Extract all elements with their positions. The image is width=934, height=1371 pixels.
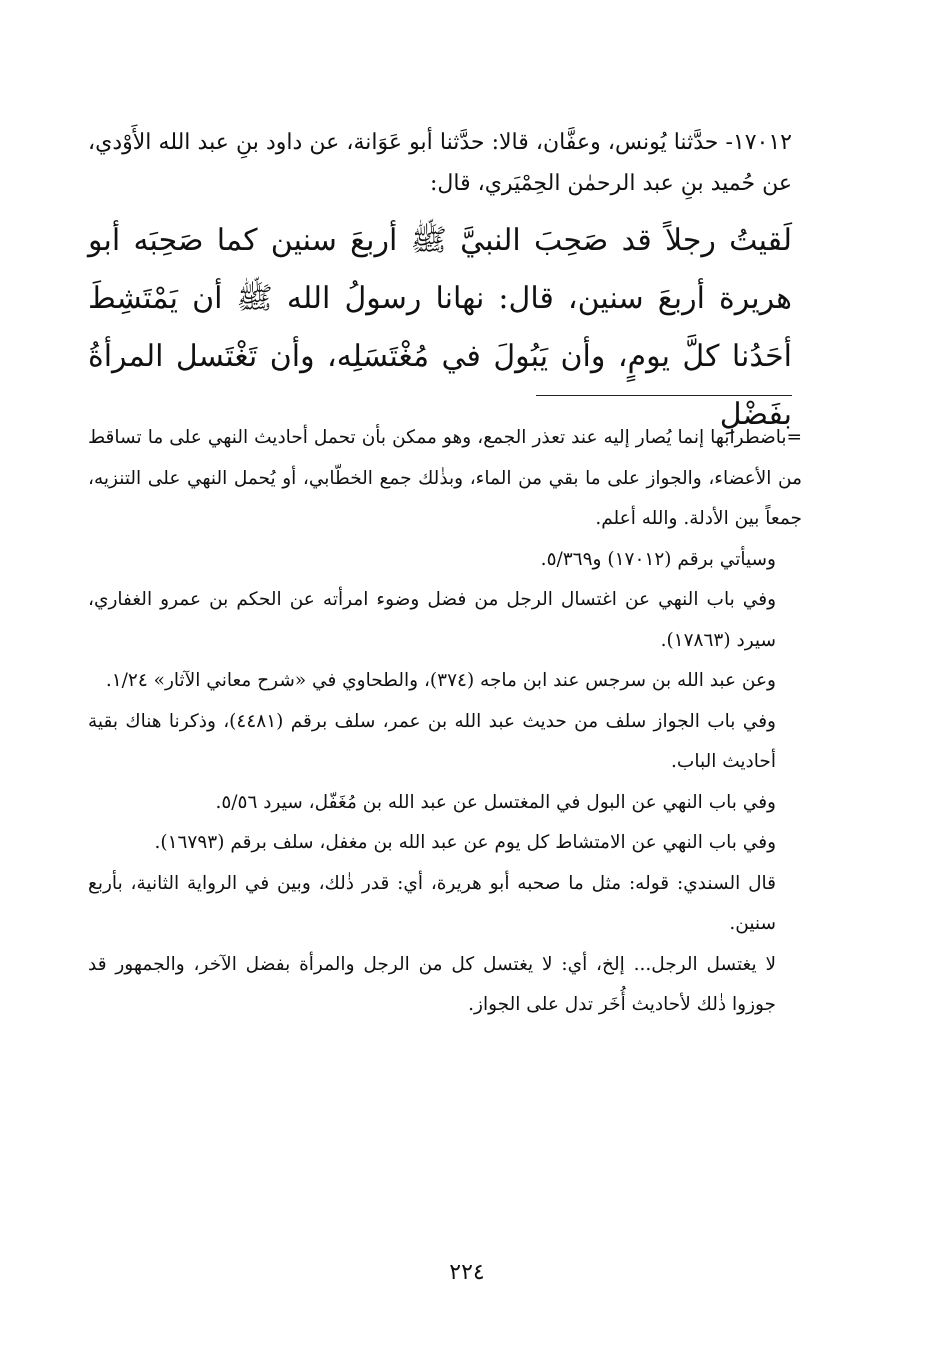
footnote-paragraph: قال السندي: قوله: مثل ما صحبه أبو هريرة، أي: قدر ذٰلك، وبين في الرواية الثانية، بأربع سنين. — [88, 872, 776, 934]
footnotes — [88, 418, 802, 1026]
footnote-paragraph: وسيأتي برقم (١٧٠١٢) و٥/٣٦٩. — [540, 548, 776, 570]
footnote-separator — [536, 395, 792, 396]
hadith-matn: لَقيتُ رجلاً قد صَحِبَ النبيَّ ﷺ أربعَ سنين كما صَحِبَه أبو هريرة أربعَ سنين، قال: نهانا رسولُ الله ﷺ أن يَمْتَشِطَ أحَدُنا كلَّ يومٍ، وأن يَبُولَ في مُغْتَسَلِه، وأن تَغْتَسل المرأةُ بفَضْلِ — [88, 223, 792, 432]
footnote-paragraph: وعن عبد الله بن سرجس عند ابن ماجه (٣٧٤)، والطحاوي في «شرح معاني الآثار» ١/٢٤. — [105, 670, 776, 691]
footnote-paragraph: =باضطرابها إنما يُصار إليه عند تعذر الجمع، وهو ممكن بأن تحمل أحاديث النهي على ما تساقط من الأعضاء، والجواز على ما بقي من الماء، وبذٰلك جمع الخطّابي، أو يُحمل النهي على التنزيه، جمعاً بين الأدلة. والله أعلم. — [88, 427, 802, 529]
footnote-paragraph: وفي باب الجواز سلف من حديث عبد الله بن عمر، سلف برقم (٤٤٨١)، وذكرنا هناك بقية أحاديث الباب. — [88, 710, 776, 772]
footnote-paragraph: وفي باب النهي عن البول في المغتسل عن عبد الله بن مُغَفّل، سيرد ٥/٥٦. — [215, 791, 776, 813]
footnote-paragraph: لا يغتسل الرجل... إلخ، أي: لا يغتسل كل من الرجل والمرأة بفضل الآخر، والجمهور قد جوزوا ذٰلك لأحاديث أُخَر تدل على الجواز. — [88, 953, 776, 1015]
footnote-paragraph: وفي باب النهي عن الامتشاط كل يوم عن عبد الله بن مغفل، سلف برقم (١٦٧٩٣). — [154, 832, 776, 853]
footnote-paragraph: وفي باب النهي عن اغتسال الرجل من فضل وضوء امرأته عن الحكم بن عمرو الغفاري، سيرد (١٧٨٦٣). — [88, 589, 776, 651]
page-number: ٢٢٤ — [449, 1260, 485, 1285]
hadith-isnad: ١٧٠١٢- حدَّثنا يُونس، وعفَّان، قالا: حدَّثنا أبو عَوَانة، عن داود بنِ عبد الله الأَوْدي، عن حُميد بنِ عبد الرحمٰن الحِمْيَري، قال: — [88, 130, 792, 196]
